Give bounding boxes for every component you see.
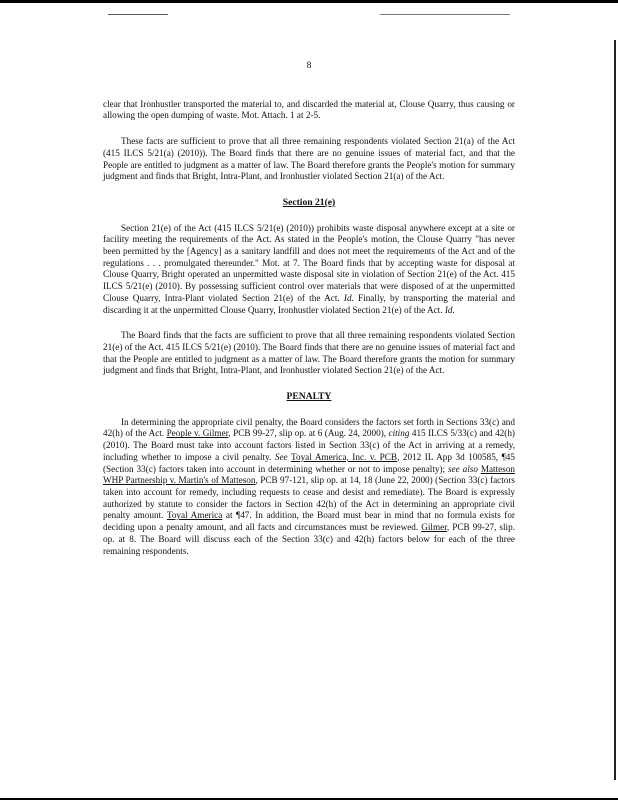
scan-mark [108,14,168,15]
signal-see: See [274,451,288,462]
case-citation: Toyal America [166,510,223,521]
signal-citing: citing [388,428,410,439]
paragraph-penalty [103,417,515,557]
scan-edge-top [0,0,618,3]
heading-penalty: PENALTY [286,391,332,403]
text-run: at ¶47. In addition, the Board must bear in mind that no formula exists for deciding upon a penalty amount, and all facts and circumstances must be reviewed. [103,510,515,533]
text-run: , PCB 99-27, slip. op. at 8. The Board will discuss each of the Section 33(c) and 42(h) factors below for each of the three remaining respondents. [103,522,516,556]
paragraph-open-dumping: clear that Ironhustler transported the material to, and discarded the material at, Clouse Quarry, thus causing or allowing the open dumping of waste. Mot. Attach. 1 at 2-5. [103,98,515,121]
page-number: 8 [306,60,312,71]
case-citation: Toyal America, Inc. v. PCB [291,451,398,462]
text-run: , PCB 99-27, slip op. at 6 (Aug. 24, 2000), [228,428,389,439]
paragraph-section-21e-finding: The Board finds that the facts are sufficient to prove that all three remaining respondents violated Section 21(e) of the Act. 415 ILCS 5/21(e) (2010). The Board finds that there are no genuine issues of material fact and that the People are entitled to judgment as a matter of law. The Board therefore grants the motion for summary judgment and finds that Bright, Intra-Plant, and Ironhustler violated Section 21(e) of the Act. [103,330,515,376]
citation-id: Id. [343,292,354,303]
case-citation: People v. Gilmer [166,428,229,439]
text-run: 415 ILCS 5/33(c) and 42(h) (2010). The Board must take into account factors listed in Section 33(c) of the Act in arriving at a remedy, including whether to impose a civil penalty. [103,428,515,462]
document-page [103,60,515,557]
case-citation: Gilmer [421,522,447,533]
citation-id: Id. [444,304,455,315]
text-run: Finally, by transporting the material and discarding it at the unpermitted Clouse Quarry, Ironhustler violated Section 21(e) of the Act. [103,292,516,315]
signal-see-also: see also [447,463,478,474]
text-run: Section 21(e) of the Act (415 ILCS 5/21(e) (2010)) prohibits waste disposal anywhere except at a site or facility meeting the requirements of the Act. As stated in the People's motion, the Clouse Quarry "has never been permitted by the [Agency] as a sanitary landfill and does not meet the requirements of the Act and of the regulations . . . promulgated thereunder." Mot. at 7. The Board finds that by accepting waste for disposal at Clouse Quarry, Bright operated an unpermitted waste disposal site in violation of Section 21(e) of the Act. 415 ILCS 5/21(e) (2010). By possessing sufficient control over materials that were disposed of at the unpermitted Clouse Quarry, Intra-Plant violated Section 21(e) of the Act. [103,222,515,303]
text-run: , PCB 97-121, slip op. at 14, 18 (June 22, 2000) (Section 33(c) factors taken into account for remedy, including requests to cease and desist and remediate). The Board is expressly authorized by statute to consider the factors in Section 42(h) of the Act in determining an appropriate civil penalty amount. [103,475,516,521]
paragraph-section-21a-finding: These facts are sufficient to prove that all three remaining respondents violated Section 21(a) of the Act (415 ILCS 5/21(a) (2010)). The Board finds that there are no genuine issues of material fact, and that the People are entitled to judgment as a matter of law. The Board therefore grants the People's motion for summary judgment and finds that Bright, Intra-Plant, and Ironhustler violated Section 21(a) of the Act. [103,136,515,182]
heading-section-21e: Section 21(e) [282,196,336,208]
text-run: , 2012 IL App 3d 100585, ¶45 (Section 33(c) factors taken into account in determining whether or not to impose penalty); [103,451,515,474]
scan-mark [380,14,510,15]
scan-edge-right [614,40,616,780]
case-citation: Matteson WHP Partnership v. Martin's of Matteson [103,463,516,486]
paragraph-section-21e-analysis [103,223,515,317]
text-run: In determining the appropriate civil penalty, the Board considers the factors set forth in Sections 33(c) and 42(h) of the Act. [103,416,515,439]
